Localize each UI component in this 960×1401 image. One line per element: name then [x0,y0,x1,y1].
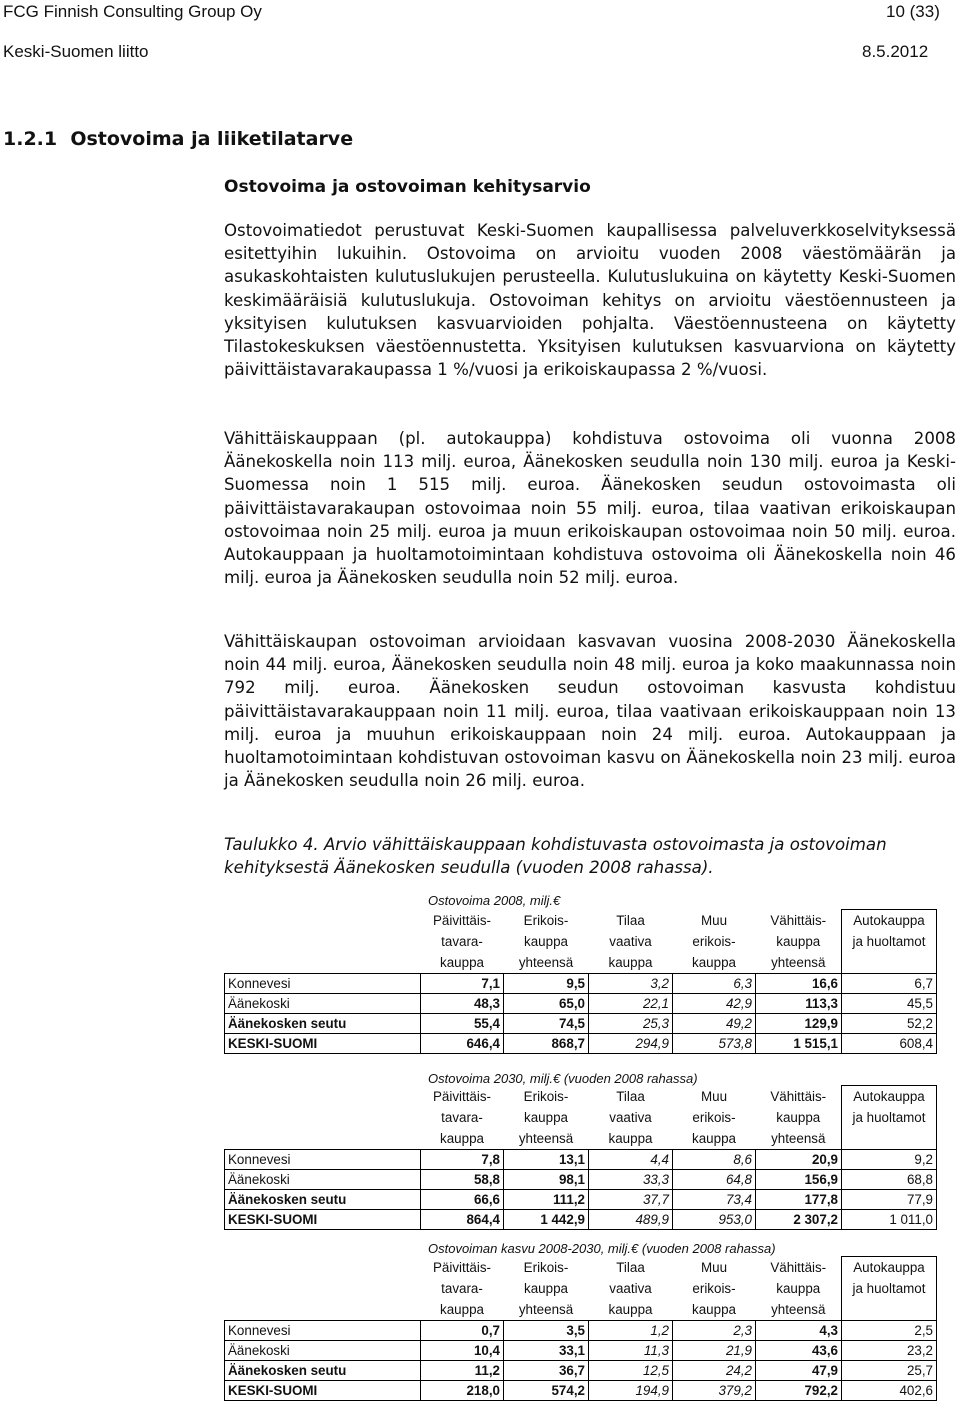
table-cell: 58,8 [421,1170,504,1190]
col-header-specialty-total: Erikois- kauppa yhteensä [518,912,574,970]
row-label: Äänekosken seutu [225,1014,421,1034]
table-cell: 953,0 [673,1210,756,1230]
table-row [225,974,937,994]
table-cell: 113,3 [756,994,842,1014]
col-header-car-trade: Autokauppa ja huoltamot [842,910,937,974]
table-row [225,1170,937,1190]
table-cell: 25,3 [589,1014,673,1034]
table-row [225,1341,937,1361]
table-cell: 55,4 [421,1014,504,1034]
table-cell: 792,2 [756,1381,842,1401]
table-row [225,1321,937,1341]
table-cell: 25,7 [842,1361,937,1381]
header-empty-cell [225,1086,421,1150]
table-cell: 177,8 [756,1190,842,1210]
table-cell: 13,1 [504,1150,589,1170]
table-cell: 65,0 [504,994,589,1014]
table-caption: Taulukko 4. Arvio vähittäiskauppaan kohdistuvasta ostovoimasta ja ostovoiman kehityksestä Äänekosken seudulla (vuoden 2008 rahassa). [224,835,887,878]
table-cell: 1 515,1 [756,1034,842,1054]
table-cell: 3,2 [589,974,673,994]
table-cell: 98,1 [504,1170,589,1190]
table-cell: 1,2 [589,1321,673,1341]
header-empty-cell [225,910,421,974]
table-cell: 49,2 [673,1014,756,1034]
col-header-retail-total: Vähittäis- kauppa yhteensä [770,1088,827,1146]
table-cell: 22,1 [589,994,673,1014]
table-row [225,1150,937,1170]
table-row [225,1190,937,1210]
table-cell: 7,1 [421,974,504,994]
table-cell: 11,2 [421,1361,504,1381]
table-cell: 48,3 [421,994,504,1014]
table-cell: 489,9 [589,1210,673,1230]
header-page-number: 10 (33) [886,2,940,21]
table-cell: 6,7 [842,974,937,994]
data-table-2030 [224,1085,937,1230]
table-cell: 402,6 [842,1381,937,1401]
data-table-growth [224,1256,937,1401]
row-label: Äänekosken seutu [225,1190,421,1210]
table-cell: 294,9 [589,1034,673,1054]
table-cell: 194,9 [589,1381,673,1401]
subsection-title: Ostovoima ja ostovoiman kehitysarvio [224,177,591,197]
table-header-row [225,1086,937,1150]
table-cell: 3,5 [504,1321,589,1341]
table-title: Ostovoiman kasvu 2008-2030, milj.€ (vuoden 2008 rahassa) [428,1241,776,1256]
table-cell: 24,2 [673,1361,756,1381]
table-cell: 4,3 [756,1321,842,1341]
table-cell: 42,9 [673,994,756,1014]
row-label: Konnevesi [225,1321,421,1341]
col-header-daily-goods: Päivittäis- tavara- kauppa [432,912,492,970]
col-header-daily-goods: Päivittäis- tavara- kauppa [432,1088,492,1146]
row-label: Äänekoski [225,1341,421,1361]
table-cell: 64,8 [673,1170,756,1190]
table-cell: 864,4 [421,1210,504,1230]
table-cell: 68,8 [842,1170,937,1190]
col-header-car-trade: Autokauppa ja huoltamot [842,1086,937,1150]
table-cell: 9,2 [842,1150,937,1170]
row-label: KESKI-SUOMI [225,1034,421,1054]
table-row [225,1361,937,1381]
table-cell: 2,5 [842,1321,937,1341]
row-label: Äänekoski [225,994,421,1014]
table-header-row [225,1257,937,1321]
table-cell: 21,9 [673,1341,756,1361]
table-cell: 574,2 [504,1381,589,1401]
table-cell: 156,9 [756,1170,842,1190]
table-cell: 573,8 [673,1034,756,1054]
header-company: FCG Finnish Consulting Group Oy [3,2,262,21]
table-cell: 10,4 [421,1341,504,1361]
table-cell: 16,6 [756,974,842,994]
section-title: 1.2.1 Ostovoima ja liiketilatarve [3,128,354,150]
col-header-retail-total: Vähittäis- kauppa yhteensä [770,912,827,970]
paragraph-purchasing-power-growth: Vähittäiskaupan ostovoiman arvioidaan kasvavan vuosina 2008-2030 Äänekoskella noin 44 milj. euroa, Äänekosken seudulla noin 48 milj. euroa ja koko maakunnassa noin 792 milj. euroa. Äänekosken seudun ostovoiman kasvusta kohdistuu päivittäistavarakauppaan noin 11 milj. euroa, tilaa vaativaan erikoiskauppaan noin 13 milj. euroa ja muuhun erikoiskauppaan noin 24 milj. euroa. Autokauppaan ja huoltamotoimintaan kohdistuvan ostovoiman kasvu on Äänekoskella noin 23 milj. euroa ja Äänekosken seudulla noin 26 milj. euroa. [224,632,956,791]
col-header-space-intensive: Tilaa vaativa kauppa [608,912,653,970]
col-header-space-intensive: Tilaa vaativa kauppa [608,1088,653,1146]
table-cell: 74,5 [504,1014,589,1034]
table-cell: 7,8 [421,1150,504,1170]
col-header-specialty-total: Erikois- kauppa yhteensä [518,1259,574,1317]
table-cell: 0,7 [421,1321,504,1341]
row-label: Konnevesi [225,974,421,994]
header-client: Keski-Suomen liitto [3,42,149,61]
paragraph-intro: Ostovoimatiedot perustuvat Keski-Suomen kaupallisessa palveluverkkoselvityksessä esitettyihin lukuihin. Ostovoima on arvioitu vuoden 2008 väestömäärän ja asukaskohtaisten kulutuslukujen perusteella. Kulutuslukuina on käytetty Keski-Suomen keskimääräisiä kulutuslukuja. Ostovoiman kehitys on arvioitu väestöennusteen ja yksityisen kulutuksen kasvuarvioiden pohjalta. Väestöennusteena on käytetty Tilastokeskuksen väestöennustetta. Yksityisen kulutuksen kasvuarviona on käytetty päivittäistavarakaupassa 1 %/vuosi ja erikoiskaupassa 2 %/vuosi. [224,221,956,380]
col-header-car-trade: Autokauppa ja huoltamot [842,1257,937,1321]
table-header-row [225,910,937,974]
table-row [225,1034,937,1054]
col-header-daily-goods: Päivittäis- tavara- kauppa [432,1259,492,1317]
table-cell: 66,6 [421,1190,504,1210]
table-cell: 1 442,9 [504,1210,589,1230]
table-cell: 2 307,2 [756,1210,842,1230]
table-cell: 45,5 [842,994,937,1014]
table-cell: 73,4 [673,1190,756,1210]
row-label: Äänekosken seutu [225,1361,421,1381]
table-cell: 23,2 [842,1341,937,1361]
table-cell: 37,7 [589,1190,673,1210]
table-cell: 129,9 [756,1014,842,1034]
table-cell: 218,0 [421,1381,504,1401]
table-cell: 608,4 [842,1034,937,1054]
table-row [225,1210,937,1230]
table-cell: 11,3 [589,1341,673,1361]
col-header-other-specialty: Muu erikois- kauppa [692,912,736,970]
row-label: Äänekoski [225,1170,421,1190]
table-row [225,1381,937,1401]
col-header-other-specialty: Muu erikois- kauppa [692,1259,736,1317]
header-empty-cell [225,1257,421,1321]
table-title: Ostovoima 2030, milj.€ (vuoden 2008 rahassa) [428,1071,698,1086]
table-cell: 36,7 [504,1361,589,1381]
table-cell: 4,4 [589,1150,673,1170]
col-header-other-specialty: Muu erikois- kauppa [692,1088,736,1146]
col-header-retail-total: Vähittäis- kauppa yhteensä [770,1259,827,1317]
table-cell: 1 011,0 [842,1210,937,1230]
col-header-space-intensive: Tilaa vaativa kauppa [608,1259,653,1317]
data-table-2008 [224,909,937,1054]
table-cell: 47,9 [756,1361,842,1381]
table-cell: 379,2 [673,1381,756,1401]
table-cell: 12,5 [589,1361,673,1381]
table-cell: 43,6 [756,1341,842,1361]
table-cell: 868,7 [504,1034,589,1054]
row-label: Konnevesi [225,1150,421,1170]
table-row [225,994,937,1014]
table-cell: 111,2 [504,1190,589,1210]
row-label: KESKI-SUOMI [225,1210,421,1230]
table-row [225,1014,937,1034]
row-label: KESKI-SUOMI [225,1381,421,1401]
table-cell: 52,2 [842,1014,937,1034]
table-cell: 8,6 [673,1150,756,1170]
table-cell: 9,5 [504,974,589,994]
table-title: Ostovoima 2008, milj.€ [428,893,561,908]
table-cell: 77,9 [842,1190,937,1210]
table-cell: 6,3 [673,974,756,994]
table-cell: 2,3 [673,1321,756,1341]
table-cell: 646,4 [421,1034,504,1054]
header-date: 8.5.2012 [862,42,929,61]
table-cell: 33,3 [589,1170,673,1190]
col-header-specialty-total: Erikois- kauppa yhteensä [518,1088,574,1146]
table-cell: 33,1 [504,1341,589,1361]
paragraph-purchasing-power-2008: Vähittäiskauppaan (pl. autokauppa) kohdistuva ostovoima oli vuonna 2008 Äänekoskella noin 113 milj. euroa, Äänekosken seudulla noin 130 milj. euroa ja Keski-Suomessa noin 1 515 milj. euroa. Äänekosken seudun ostovoimasta oli päivittäistavarakaupan ostovoimaa noin 55 milj. euroa, tilaa vaativan erikoiskaupan ostovoimaa noin 25 milj. euroa ja muun erikoiskaupan ostovoimaa noin 50 milj. euroa. Autokauppaan ja huoltamotoimintaan kohdistuva ostovoima oli Äänekoskella noin 46 milj. euroa ja Äänekosken seudulla noin 52 milj. euroa. [224,429,956,588]
table-cell: 20,9 [756,1150,842,1170]
